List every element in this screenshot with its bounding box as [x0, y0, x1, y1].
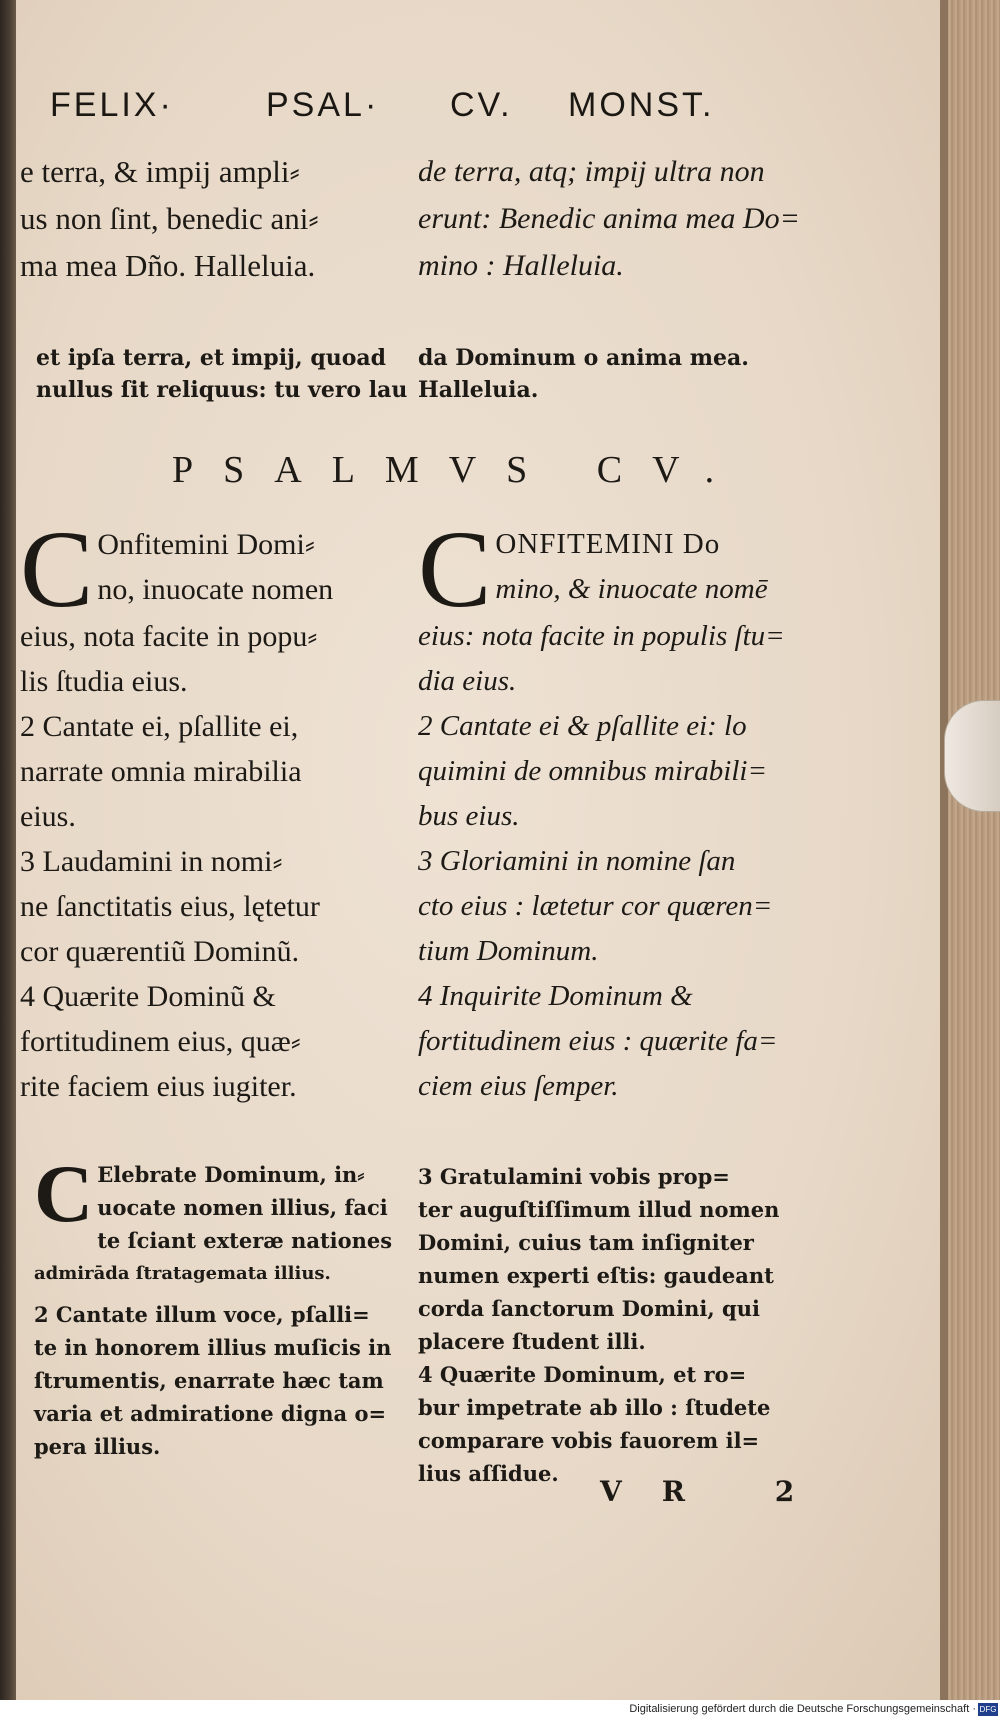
text-line: numen experti eſtis: gaudeant [418, 1263, 774, 1288]
text-line: lis ſtudia eius. [20, 665, 188, 699]
bottom-right-text [418, 1160, 838, 1490]
text-line: tium Dominum. [418, 935, 599, 968]
text-line: corda ſanctorum Domini, qui [418, 1296, 760, 1321]
page-block-edge [948, 0, 1000, 1700]
text-line: cor quærentiũ Dominũ. [20, 935, 300, 969]
text-line: ne ſanctitatis eius, lętetur [20, 890, 320, 924]
psalm-title: PSALMVS CV. [172, 449, 745, 491]
dfg-logo-badge: DFG [979, 1705, 997, 1714]
text-line: 4 Quærite Dominum, et ro= [418, 1362, 747, 1387]
text-line: no, inuocate nomen [97, 573, 334, 606]
text-line: fortitudinem eius : quærite fa= [418, 1025, 778, 1058]
text-line: da Dominum o anima mea. [418, 345, 749, 371]
text-line: et ipſa terra, et impij, quoad [36, 345, 387, 371]
bottom-left-text [34, 1148, 414, 1463]
text-line: bus eius. [418, 800, 520, 833]
page-tab [944, 700, 1000, 812]
text-line: Elebrate Dominum, in⸗ [97, 1162, 365, 1187]
text-line: 2 Cantate ei, pſallite ei, [20, 710, 299, 744]
text-line: eius: nota facite in populis ſtu= [418, 620, 785, 653]
text-line: ciem eius ſemper. [418, 1070, 619, 1103]
signature-mark: VR 2 [600, 1475, 835, 1508]
top-right-text [418, 148, 800, 289]
text-line: e terra, & impij ampli⸗ [20, 154, 300, 189]
text-line: fortitudinem eius, quæ⸗ [20, 1025, 301, 1059]
drop-initial: C [20, 508, 94, 630]
text-line: uocate nomen illius, faci [97, 1195, 388, 1220]
top-left-text [20, 148, 319, 289]
drop-initial: C [34, 1148, 94, 1239]
text-line: te ſciant exteræ nationes [97, 1228, 393, 1253]
text-line: cto eius : lætetur cor quæren= [418, 890, 773, 923]
text-line: ONFITEMINI Do [495, 528, 721, 560]
text-line: Onfitemini Domi⸗ [97, 528, 315, 561]
text-line: nullus ſit reliquus: tu vero lau [36, 377, 408, 403]
drop-initial: C [418, 508, 492, 630]
main-right-text [418, 508, 828, 1109]
text-line: Domini, cuius tam inſigniter [418, 1230, 754, 1255]
text-line: 3 Laudamini in nomi⸗ [20, 845, 283, 879]
text-line: comparare vobis fauorem il= [418, 1428, 760, 1453]
book-binding [0, 0, 16, 1700]
running-header [40, 86, 740, 130]
text-line: erunt: Benedic anima mea Do= [418, 202, 800, 235]
text-line: te in honorem illius muſicis in [34, 1335, 392, 1360]
text-line: 4 Quærite Dominũ & [20, 980, 276, 1014]
text-line: mino, & inuocate nomē [495, 573, 768, 605]
text-line: placere ſtudent illi. [418, 1329, 646, 1354]
text-line: mino : Halleluia. [418, 249, 624, 282]
text-line: de terra, atq; impij ultra non [418, 155, 765, 188]
text-line: varia et admiratione digna o= [34, 1401, 387, 1426]
text-line: quimini de omnibus mirabili= [418, 755, 768, 788]
text-line: eius, nota facite in popu⸗ [20, 620, 318, 654]
header-left: FELIX· [50, 86, 174, 124]
text-line: ter auguſtiſſimum illud nomen [418, 1197, 780, 1222]
mid-left-text [36, 342, 407, 406]
header-center: PSAL· [266, 86, 380, 124]
text-line: dia eius. [418, 665, 517, 698]
text-line: rite faciem eius iugiter. [20, 1070, 297, 1104]
text-line: 4 Inquirite Dominum & [418, 980, 693, 1013]
text-line: 3 Gloriamini in nomine ſan [418, 845, 736, 878]
header-psalm-number: CV. [450, 86, 513, 124]
text-line: ſtrumentis, enarrate hæc tam [34, 1368, 384, 1393]
text-line: lius aſſidue. [418, 1461, 559, 1486]
text-line: ma mea Dño. Halleluia. [20, 248, 316, 283]
text-line: eius. [20, 800, 76, 834]
header-right: MONST. [568, 86, 715, 124]
text-line: us non ſint, benedic ani⸗ [20, 201, 319, 236]
text-line: pera illius. [34, 1434, 161, 1459]
text-line: 2 Cantate illum voce, pſalli= [34, 1302, 370, 1327]
main-left-text [20, 508, 415, 1109]
text-line: 2 Cantate ei & pſallite ei: lo [418, 710, 747, 743]
text-line: admirāda ſtratagemata illius. [34, 1263, 331, 1284]
text-line: Halleluia. [418, 377, 539, 403]
footer-credit: Digitalisierung gefördert durch die Deutsche Forschungsgemeinschaft · [629, 1703, 976, 1715]
text-line: 3 Gratulamini vobis prop= [418, 1164, 730, 1189]
mid-right-text [418, 342, 749, 406]
text-line: narrate omnia mirabilia [20, 755, 302, 789]
text-line: bur impetrate ab illo : ſtudete [418, 1395, 771, 1420]
